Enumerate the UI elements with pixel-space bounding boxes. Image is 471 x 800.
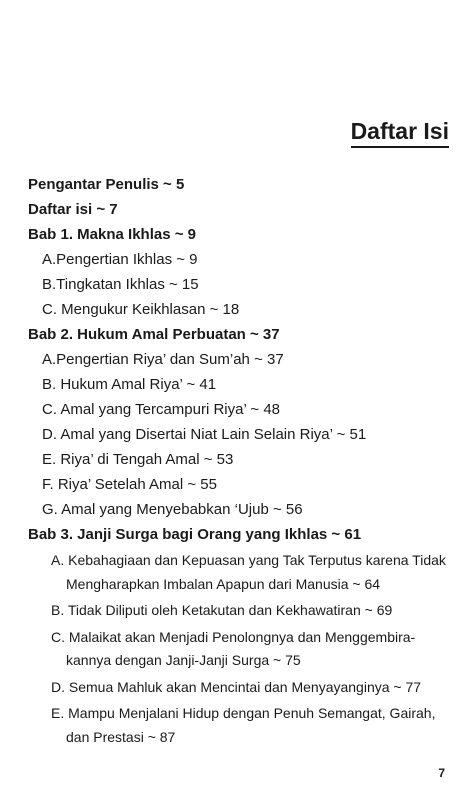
toc-entry-3b: B. Tidak Diliputi oleh Ketakutan dan Kekhawatiran ~ 69 xyxy=(51,602,393,618)
toc-entry-3a: A. Kebahagiaan dan Kepuasan yang Tak Terputus karena Tidak Mengharapkan Imbalan Apapun dari Manusia ~ 64 xyxy=(51,552,446,592)
toc-entry-pengantar: Pengantar Penulis ~ 5 xyxy=(28,176,185,193)
page-title: Daftar Isi xyxy=(351,118,449,148)
toc-entry-2a: A.Pengertian Riya’ dan Sum’ah ~ 37 xyxy=(42,351,284,368)
toc-chapter-3: Bab 3. Janji Surga bagi Orang yang Ikhlas ~ 61 xyxy=(28,526,362,543)
toc-entry-2f: F. Riya’ Setelah Amal ~ 55 xyxy=(42,476,217,493)
toc-entry-1b: B.Tingkatan Ikhlas ~ 15 xyxy=(42,276,199,293)
toc-entry-daftar-isi: Daftar isi ~ 7 xyxy=(28,201,118,218)
toc-entry-2g: G. Amal yang Menyebabkan ‘Ujub ~ 56 xyxy=(42,501,303,518)
toc-entry-1c: C. Mengukur Keikhlasan ~ 18 xyxy=(42,301,240,318)
toc-chapter-2: Bab 2. Hukum Amal Perbuatan ~ 37 xyxy=(28,326,280,343)
page-number: 7 xyxy=(438,766,445,780)
toc-entry-2b: B. Hukum Amal Riya’ ~ 41 xyxy=(42,376,217,393)
table-of-contents xyxy=(28,174,453,752)
toc-entry-3e: E. Mampu Menjalani Hidup dengan Penuh Semangat, Gairah, dan Prestasi ~ 87 xyxy=(51,705,436,745)
toc-entry-2d: D. Amal yang Disertai Niat Lain Selain Riya’ ~ 51 xyxy=(42,426,367,443)
toc-entry-3c: C. Malaikat akan Menjadi Penolongnya dan Menggembira-kannya dengan Janji-Janji Surga ~ 75 xyxy=(51,628,416,668)
toc-entry-1a: A.Pengertian Ikhlas ~ 9 xyxy=(42,251,198,268)
toc-chapter-1: Bab 1. Makna Ikhlas ~ 9 xyxy=(28,226,196,243)
toc-entry-2c: C. Amal yang Tercampuri Riya’ ~ 48 xyxy=(42,401,281,418)
toc-entry-2e: E. Riya’ di Tengah Amal ~ 53 xyxy=(42,451,234,468)
toc-entry-3d: D. Semua Mahluk akan Mencintai dan Menyayanginya ~ 77 xyxy=(51,678,422,695)
